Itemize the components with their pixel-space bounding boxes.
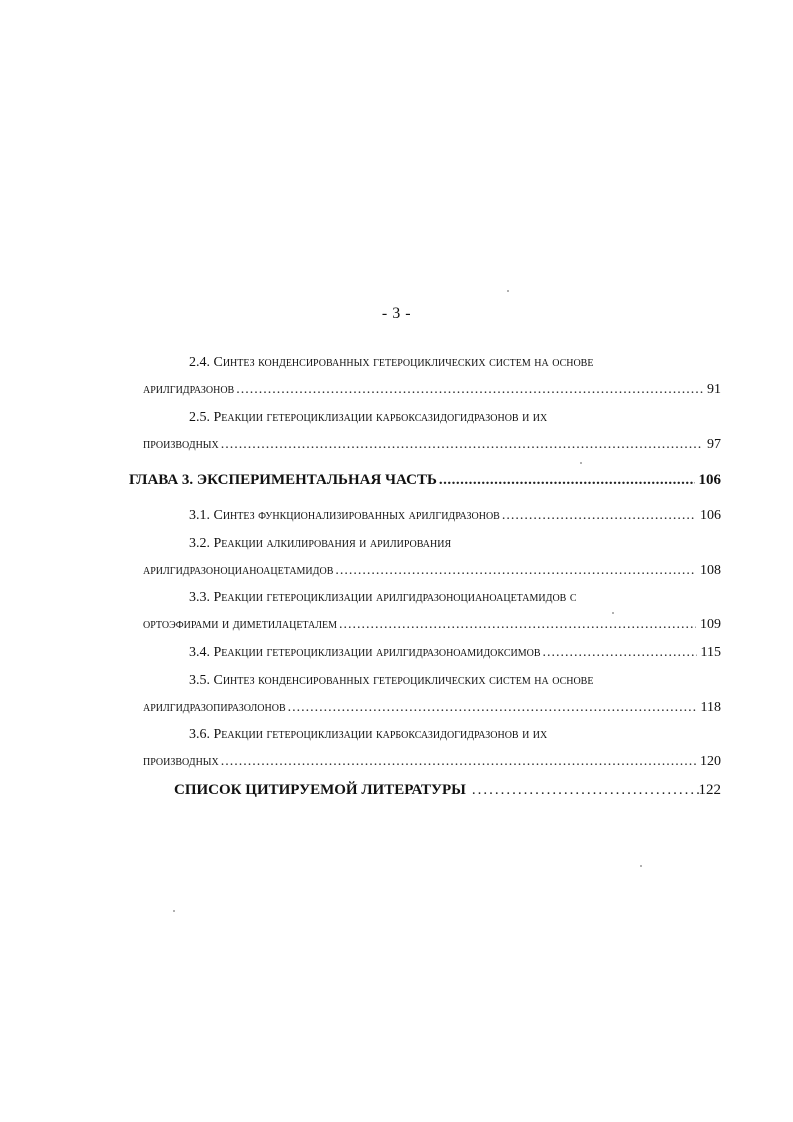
toc-entry-3-1 bbox=[189, 507, 721, 525]
toc-entry-text: 3.1. Синтез функционализированных арилгидразонов bbox=[189, 508, 500, 523]
toc-entry-2-5-line1 bbox=[189, 409, 709, 427]
page-number: - 3 - bbox=[381, 305, 412, 322]
toc-entry-2-4-line1 bbox=[189, 354, 709, 372]
dot-leader bbox=[502, 507, 696, 525]
toc-entry-3-3-line1 bbox=[189, 589, 709, 607]
toc-page-number: 120 bbox=[700, 754, 721, 769]
toc-entry-3-6-line2 bbox=[143, 753, 721, 771]
toc-entry-3-2-line1 bbox=[189, 535, 709, 553]
scan-speck bbox=[173, 910, 175, 912]
scan-speck bbox=[612, 612, 614, 614]
toc-entry-3-6-line1 bbox=[189, 726, 709, 744]
dot-leader bbox=[335, 562, 696, 580]
toc-page-number: 106 bbox=[698, 472, 721, 488]
toc-entry-text: 3.3. Реакции гетероциклизации арилгидразоноцианоацетамидов с bbox=[189, 590, 577, 605]
dot-leader bbox=[472, 781, 699, 799]
toc-chapter-title: ГЛАВА 3. ЭКСПЕРИМЕНТАЛЬНАЯ ЧАСТЬ bbox=[129, 472, 437, 488]
toc-entry-3-2-line2 bbox=[143, 562, 721, 580]
scan-speck bbox=[580, 462, 582, 464]
dot-leader bbox=[339, 616, 696, 634]
toc-entry-2-4-line2 bbox=[143, 381, 721, 399]
toc-page-number: 118 bbox=[700, 700, 721, 715]
toc-references-title: СПИСОК ЦИТИРУЕМОЙ ЛИТЕРАТУРЫ bbox=[174, 782, 466, 798]
dot-leader bbox=[543, 644, 697, 662]
toc-page-number: 108 bbox=[700, 563, 721, 578]
toc-entry-text: производных bbox=[143, 754, 219, 769]
toc-entry-text: арилгидразоноцианоацетамидов bbox=[143, 563, 334, 578]
dot-leader bbox=[439, 471, 695, 489]
toc-entry-text: 3.2. Реакции алкилирования и арилирования bbox=[189, 536, 452, 551]
toc-entry-text: арилгидразопиразолонов bbox=[143, 700, 286, 715]
toc-page-number: 106 bbox=[700, 508, 721, 523]
toc-entry-text: 2.4. Синтез конденсированных гетероциклических систем на основе bbox=[189, 355, 594, 370]
toc-chapter-3 bbox=[129, 471, 721, 489]
toc-page-number: 122 bbox=[698, 782, 721, 798]
toc-entry-3-4 bbox=[189, 644, 721, 662]
toc-page-number: 91 bbox=[707, 382, 721, 397]
toc-page-number: 109 bbox=[700, 617, 721, 632]
toc-entry-3-5-line2 bbox=[143, 699, 721, 717]
toc-entry-text: 2.5. Реакции гетероциклизации карбоксазидогидразонов и их bbox=[189, 410, 548, 425]
dot-leader bbox=[288, 699, 697, 717]
toc-page-number: 97 bbox=[707, 437, 721, 452]
scan-speck bbox=[640, 865, 642, 867]
dot-leader bbox=[221, 753, 696, 771]
toc-page-number: 115 bbox=[700, 645, 721, 660]
toc-entry-3-3-line2 bbox=[143, 616, 721, 634]
toc-references bbox=[174, 781, 721, 799]
toc-entry-2-5-line2 bbox=[143, 436, 721, 454]
toc-entry-text: арилгидразонов bbox=[143, 382, 235, 397]
toc-entry-text: 3.4. Реакции гетероциклизации арилгидразоноамидоксимов bbox=[189, 645, 541, 660]
toc-entry-text: 3.5. Синтез конденсированных гетероциклических систем на основе bbox=[189, 673, 594, 688]
scan-speck bbox=[507, 290, 509, 292]
toc-entry-3-5-line1 bbox=[189, 672, 709, 690]
dot-leader bbox=[221, 436, 703, 454]
toc-entry-text: ортоэфирами и диметилацеталем bbox=[143, 617, 338, 632]
dot-leader bbox=[236, 381, 703, 399]
toc-entry-text: производных bbox=[143, 437, 219, 452]
toc-entry-text: 3.6. Реакции гетероциклизации карбоксазидогидразонов и их bbox=[189, 727, 548, 742]
